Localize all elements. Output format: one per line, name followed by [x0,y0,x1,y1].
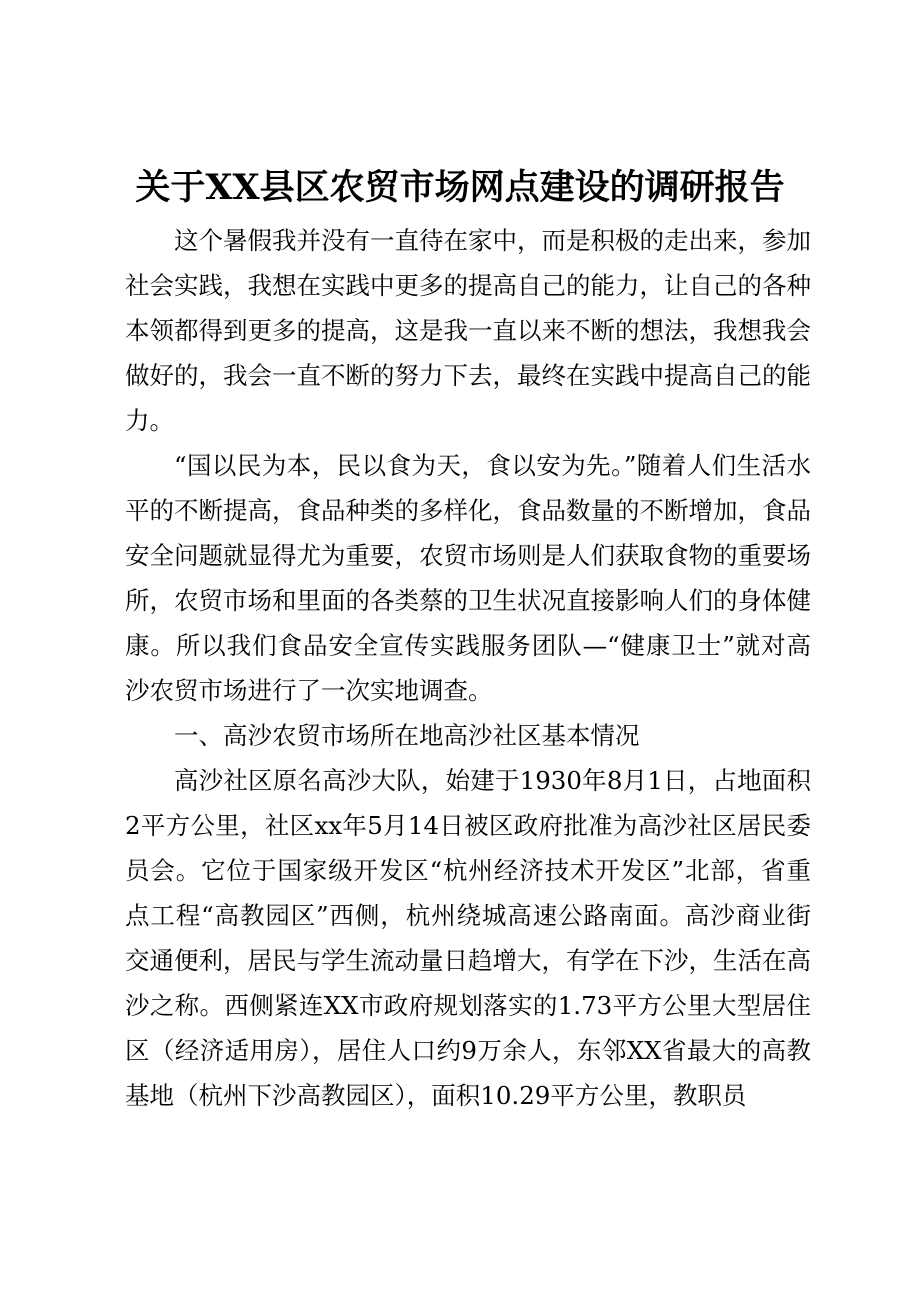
document-body [125,218,811,1118]
section-heading-1: 一、高沙农贸市场所在地高沙社区基本情况 [174,721,640,750]
paragraph-food-safety: “国以民为本，民以食为天，食以安为先。”随着人们生活水平的不断提高，食品种类的多样化，食品数量的不断增加，食品安全问题就显得尤为重要，农贸市场则是人们获取食物的重要场所，农贸市场和里面的各类蔡的卫生状况直接影响人们的身体健康。所以我们食品安全宣传实践服务团队—“健康卫士”就对高沙农贸市场进行了一次实地调查。 [125,451,811,705]
paragraph-intro: 这个暑假我并没有一直待在家中，而是积极的走出来，参加社会实践，我想在实践中更多的提高自己的能力，让自己的各种本领都得到更多的提高，这是我一直以来不断的想法，我想我会做好的，我会一直不断的努力下去，最终在实践中提高自己的能力。 [125,226,811,435]
paragraph-community-info: 高沙社区原名高沙大队，始建于1930年8月1日，占地面积2平方公里，社区xx年5月14日被区政府批准为高沙社区居民委员会。它位于国家级开发区“杭州经济技术开发区”北部，省重点工程“高教园区”西侧，杭州绕城高速公路南面。高沙商业街交通便利，居民与学生流动量日趋增大，有学在下沙，生活在高沙之称。西侧紧连XX市政府规划落实的1.73平方公里大型居住区（经济适用房），居住人口约9万余人，东邻XX省最大的高教基地（杭州下沙高教园区），面积10.29平方公里，教职员 [125,766,811,1110]
document-title: 关于XX县区农贸市场网点建设的调研报告 [135,167,785,208]
